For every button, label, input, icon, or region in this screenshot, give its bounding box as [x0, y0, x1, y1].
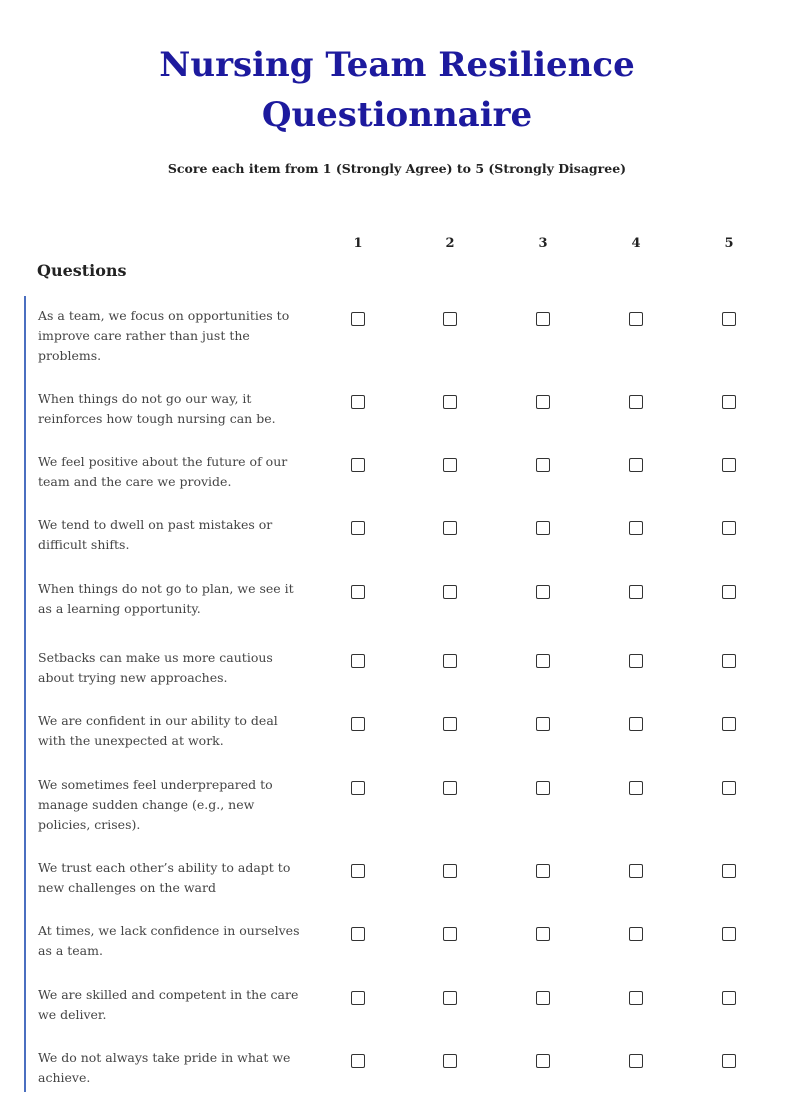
- score-checkbox-4[interactable]: [629, 521, 643, 535]
- scale-header-3: 3: [538, 236, 548, 251]
- score-checkbox-1[interactable]: [351, 927, 365, 941]
- score-checkbox-5[interactable]: [722, 717, 736, 731]
- score-checkbox-3[interactable]: [536, 864, 550, 878]
- score-checkbox-3[interactable]: [536, 717, 550, 731]
- scale-header-1: 1: [353, 236, 363, 251]
- title-line-2: Questionnaire: [261, 95, 533, 135]
- question-text: When things do not go to plan, we see it as a learning opportunity.: [38, 581, 294, 616]
- title-line-1: Nursing Team Resilience: [159, 45, 635, 85]
- score-checkbox-1[interactable]: [351, 395, 365, 409]
- score-checkbox-3[interactable]: [536, 927, 550, 941]
- score-checkbox-2[interactable]: [443, 927, 457, 941]
- score-checkbox-3[interactable]: [536, 1054, 550, 1068]
- question-text: We do not always take pride in what we achieve.: [38, 1050, 291, 1085]
- score-checkbox-4[interactable]: [629, 991, 643, 1005]
- question-text: We are skilled and competent in the care we deliver.: [38, 987, 299, 1022]
- score-checkbox-4[interactable]: [629, 1054, 643, 1068]
- score-checkbox-2[interactable]: [443, 1054, 457, 1068]
- score-checkbox-4[interactable]: [629, 717, 643, 731]
- question-text: We trust each other’s ability to adapt to new challenges on the ward: [38, 860, 291, 895]
- score-checkbox-4[interactable]: [629, 312, 643, 326]
- score-checkbox-2[interactable]: [443, 864, 457, 878]
- score-checkbox-1[interactable]: [351, 1054, 365, 1068]
- score-checkbox-2[interactable]: [443, 654, 457, 668]
- score-checkbox-3[interactable]: [536, 585, 550, 599]
- score-checkbox-4[interactable]: [629, 864, 643, 878]
- score-checkbox-4[interactable]: [629, 654, 643, 668]
- score-checkbox-1[interactable]: [351, 585, 365, 599]
- score-checkbox-5[interactable]: [722, 927, 736, 941]
- score-checkbox-5[interactable]: [722, 521, 736, 535]
- score-checkbox-2[interactable]: [443, 395, 457, 409]
- question-text: We sometimes feel underprepared to manage sudden change (e.g., new policies, crises).: [38, 777, 273, 832]
- question-text: At times, we lack confidence in ourselves as a team.: [38, 923, 300, 958]
- score-checkbox-1[interactable]: [351, 654, 365, 668]
- question-text: We tend to dwell on past mistakes or difficult shifts.: [38, 517, 273, 552]
- question-text: As a team, we focus on opportunities to improve care rather than just the problems.: [38, 308, 290, 363]
- score-checkbox-4[interactable]: [629, 395, 643, 409]
- question-text: We feel positive about the future of our team and the care we provide.: [38, 454, 288, 489]
- score-checkbox-5[interactable]: [722, 864, 736, 878]
- score-checkbox-3[interactable]: [536, 654, 550, 668]
- score-checkbox-3[interactable]: [536, 458, 550, 472]
- score-checkbox-5[interactable]: [722, 395, 736, 409]
- score-checkbox-1[interactable]: [351, 717, 365, 731]
- score-checkbox-2[interactable]: [443, 991, 457, 1005]
- score-checkbox-3[interactable]: [536, 991, 550, 1005]
- score-checkbox-5[interactable]: [722, 654, 736, 668]
- score-checkbox-2[interactable]: [443, 312, 457, 326]
- score-checkbox-4[interactable]: [629, 927, 643, 941]
- score-checkbox-5[interactable]: [722, 458, 736, 472]
- score-checkbox-2[interactable]: [443, 781, 457, 795]
- score-checkbox-3[interactable]: [536, 312, 550, 326]
- score-checkbox-1[interactable]: [351, 781, 365, 795]
- score-checkbox-5[interactable]: [722, 1054, 736, 1068]
- score-checkbox-1[interactable]: [351, 864, 365, 878]
- score-checkbox-3[interactable]: [536, 781, 550, 795]
- score-checkbox-2[interactable]: [443, 521, 457, 535]
- score-checkbox-1[interactable]: [351, 458, 365, 472]
- score-checkbox-3[interactable]: [536, 521, 550, 535]
- score-checkbox-5[interactable]: [722, 781, 736, 795]
- questions-header: Questions: [37, 261, 127, 280]
- score-checkbox-5[interactable]: [722, 312, 736, 326]
- question-text: Setbacks can make us more cautious about trying new approaches.: [38, 650, 273, 685]
- score-checkbox-2[interactable]: [443, 585, 457, 599]
- score-checkbox-1[interactable]: [351, 991, 365, 1005]
- scale-header-5: 5: [724, 236, 734, 251]
- score-checkbox-4[interactable]: [629, 585, 643, 599]
- question-text: We are confident in our ability to deal with the unexpected at work.: [38, 713, 278, 748]
- scale-header-2: 2: [445, 236, 455, 251]
- question-text: When things do not go our way, it reinforces how tough nursing can be.: [38, 391, 276, 426]
- score-checkbox-2[interactable]: [443, 458, 457, 472]
- score-checkbox-1[interactable]: [351, 521, 365, 535]
- score-checkbox-1[interactable]: [351, 312, 365, 326]
- score-checkbox-2[interactable]: [443, 717, 457, 731]
- score-checkbox-4[interactable]: [629, 458, 643, 472]
- score-checkbox-5[interactable]: [722, 991, 736, 1005]
- score-checkbox-3[interactable]: [536, 395, 550, 409]
- section-rule: [24, 296, 26, 1092]
- scale-header-4: 4: [631, 236, 641, 251]
- instructions: Score each item from 1 (Strongly Agree) to 5 (Strongly Disagree): [167, 161, 627, 176]
- page-title: [0, 40, 794, 140]
- score-checkbox-5[interactable]: [722, 585, 736, 599]
- score-checkbox-4[interactable]: [629, 781, 643, 795]
